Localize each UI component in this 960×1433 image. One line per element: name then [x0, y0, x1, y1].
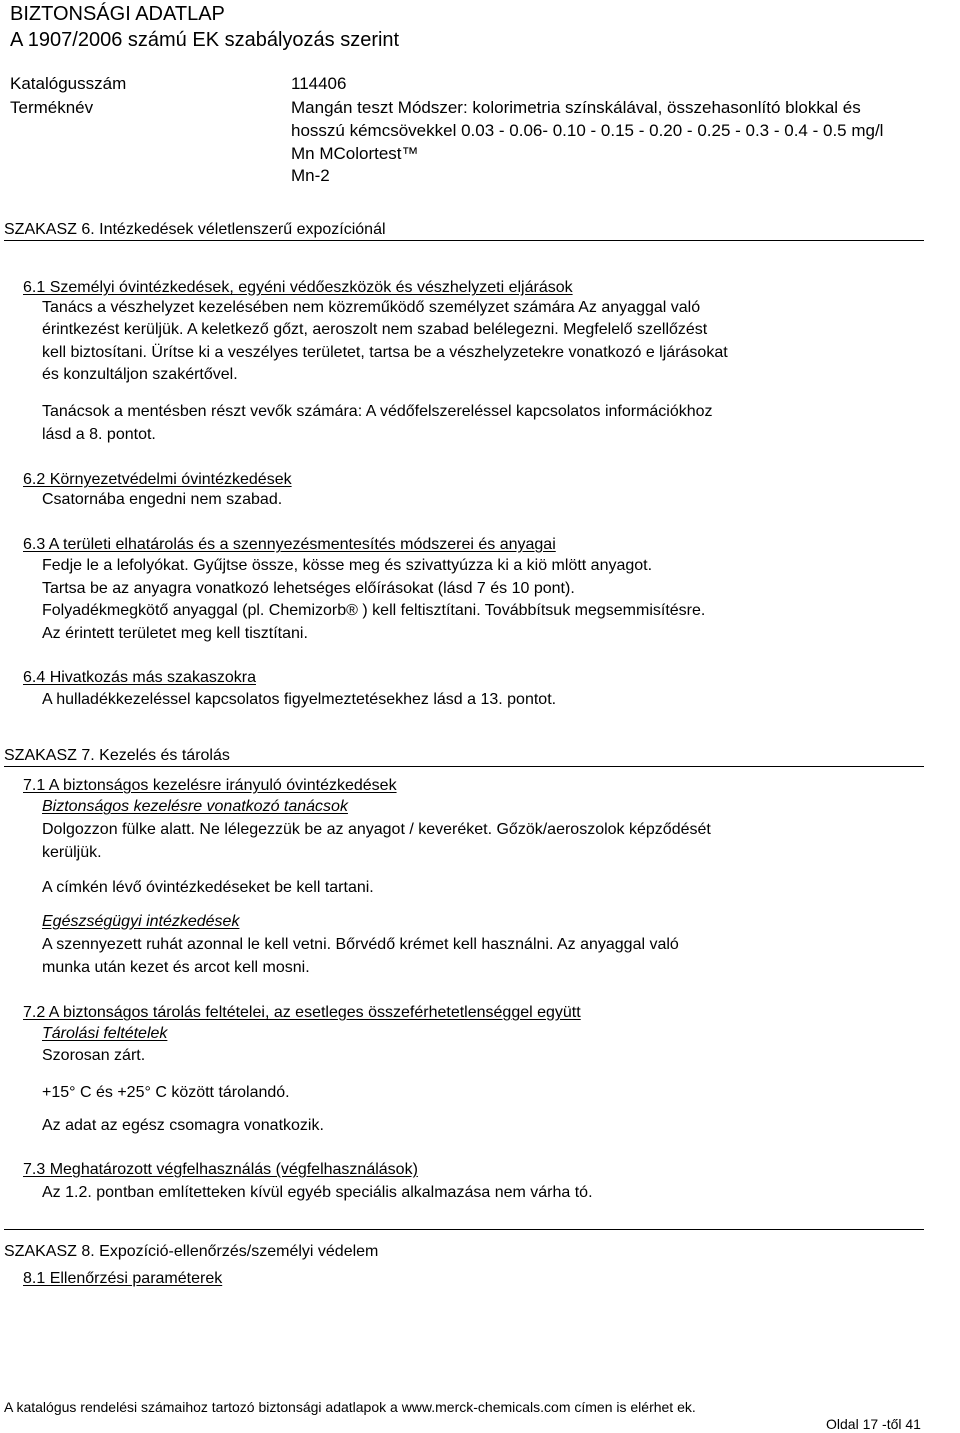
section-7-1-subheading: Egészségügyi intézkedések — [42, 913, 240, 930]
section-7-1-line: kerüljük. — [42, 844, 102, 861]
catalog-number-label: Katalógusszám — [10, 74, 127, 93]
section-divider — [4, 240, 924, 241]
section-8-title: SZAKASZ 8. Expozíció-ellenőrzés/személyi védelem — [4, 1243, 379, 1260]
product-name-label: Terméknév — [10, 98, 94, 117]
product-name-line-3: Mn MColortest™ — [291, 144, 419, 163]
section-7-2-text: +15° C és +25° C között tárolandó. — [42, 1084, 290, 1101]
section-6-3-line: Tartsa be az anyagra vonatkozó lehetséges előírásokat (lásd 7 és 10 pont). — [42, 580, 575, 597]
section-7-3-text: Az 1.2. pontban említetteken kívül egyéb speciális alkalmazása nem várha tó. — [42, 1184, 593, 1201]
product-name-line-2: hosszú kémcsövekkel 0.03 - 0.06- 0.10 - 0.15 - 0.20 - 0.25 - 0.3 - 0.4 - 0.5 mg/l — [291, 121, 884, 140]
section-7-2-text: Az adat az egész csomagra vonatkozik. — [42, 1117, 324, 1134]
section-7-2-subheading: Tárolási feltételek — [42, 1025, 168, 1042]
section-7-1-title: 7.1 A biztonságos kezelésre irányuló óvintézkedések — [23, 777, 397, 794]
section-7-title: SZAKASZ 7. Kezelés és tárolás — [4, 747, 230, 764]
section-6-1-responder-line: Tanácsok a mentésben részt vevők számára: A védőfelszereléssel kapcsolatos információkhoz — [42, 403, 713, 420]
section-7-3-title: 7.3 Meghatározott végfelhasználás (végfelhasználások) — [23, 1161, 418, 1178]
section-6-1-line: Tanács a vészhelyzet kezelésében nem közreműködő személyzet számára Az anyaggal való — [42, 299, 701, 316]
section-6-3-title: 6.3 A területi elhatárolás és a szennyezésmentesítés módszerei és anyagai — [23, 536, 556, 553]
section-6-3-line: Fedje le a lefolyókat. Gyűjtse össze, kösse meg és szivattyúzza ki a kiö mlött anyagot. — [42, 557, 653, 574]
section-divider — [4, 1229, 924, 1230]
document-subtitle: A 1907/2006 számú EK szabályozás szerint — [10, 29, 400, 51]
section-7-1-subheading: Biztonságos kezelésre vonatkozó tanácsok — [42, 798, 348, 815]
section-6-4-text: A hulladékkezeléssel kapcsolatos figyelmeztetésekhez lásd a 13. pontot. — [42, 691, 557, 708]
section-7-1-line: Dolgozzon fülke alatt. Ne lélegezzük be az anyagot / keveréket. Gőzök/aeroszolok képződését — [42, 821, 711, 838]
document-title: BIZTONSÁGI ADATLAP — [10, 3, 225, 25]
section-6-1-title: 6.1 Személyi óvintézkedések, egyéni védőeszközök és vészhelyzeti eljárások — [23, 279, 573, 296]
section-divider — [4, 766, 924, 767]
product-name-line-4: Mn-2 — [291, 166, 330, 185]
section-7-1-line: A szennyezett ruhát azonnal le kell vetni. Bőrvédő krémet kell használni. Az anyaggal való — [42, 936, 679, 953]
section-7-1-label-text: A címkén lévő óvintézkedéseket be kell tartani. — [42, 879, 374, 896]
page-number: Oldal 17 -től 41 — [826, 1416, 921, 1432]
product-name-line-1: Mangán teszt Módszer: kolorimetria színskálával, összehasonlító blokkal és — [291, 98, 861, 117]
section-6-3-line: Folyadékmegkötő anyaggal (pl. Chemizorb® ) kell feltisztítani. Továbbítsuk megsemmisítésre. — [42, 602, 706, 619]
section-6-1-line: és konzultáljon szakértővel. — [42, 366, 238, 383]
section-8-1-title: 8.1 Ellenőrzési paraméterek — [23, 1270, 223, 1287]
section-7-2-title: 7.2 A biztonságos tárolás feltételei, az esetleges összeférhetetlenséggel együtt — [23, 1004, 581, 1021]
section-6-2-title: 6.2 Környezetvédelmi óvintézkedések — [23, 471, 292, 488]
section-7-1-line: munka után kezet és arcot kell mosni. — [42, 959, 310, 976]
section-6-3-line: Az érintett területet meg kell tisztítani. — [42, 625, 308, 642]
catalog-number-value: 114406 — [291, 74, 347, 93]
section-7-2-text: Szorosan zárt. — [42, 1047, 146, 1064]
footer-note: A katalógus rendelési számaihoz tartozó biztonsági adatlapok a www.merck-chemicals.com címen is elérhet ek. — [4, 1399, 696, 1415]
section-6-4-title: 6.4 Hivatkozás más szakaszokra — [23, 669, 256, 686]
section-6-1-line: kell biztosítani. Ürítse ki a veszélyes területet, tartsa be a vészhelyzetekre vonatkozó e ljárásokat — [42, 344, 728, 361]
section-6-1-responder-line: lásd a 8. pontot. — [42, 426, 156, 443]
section-6-title: SZAKASZ 6. Intézkedések véletlenszerű expozíciónál — [4, 221, 386, 238]
section-6-2-text: Csatornába engedni nem szabad. — [42, 491, 283, 508]
section-6-1-line: érintkezést kerüljük. A keletkező gőzt, aeroszolt nem szabad belélegezni. Megfelelő szellőzést — [42, 321, 708, 338]
